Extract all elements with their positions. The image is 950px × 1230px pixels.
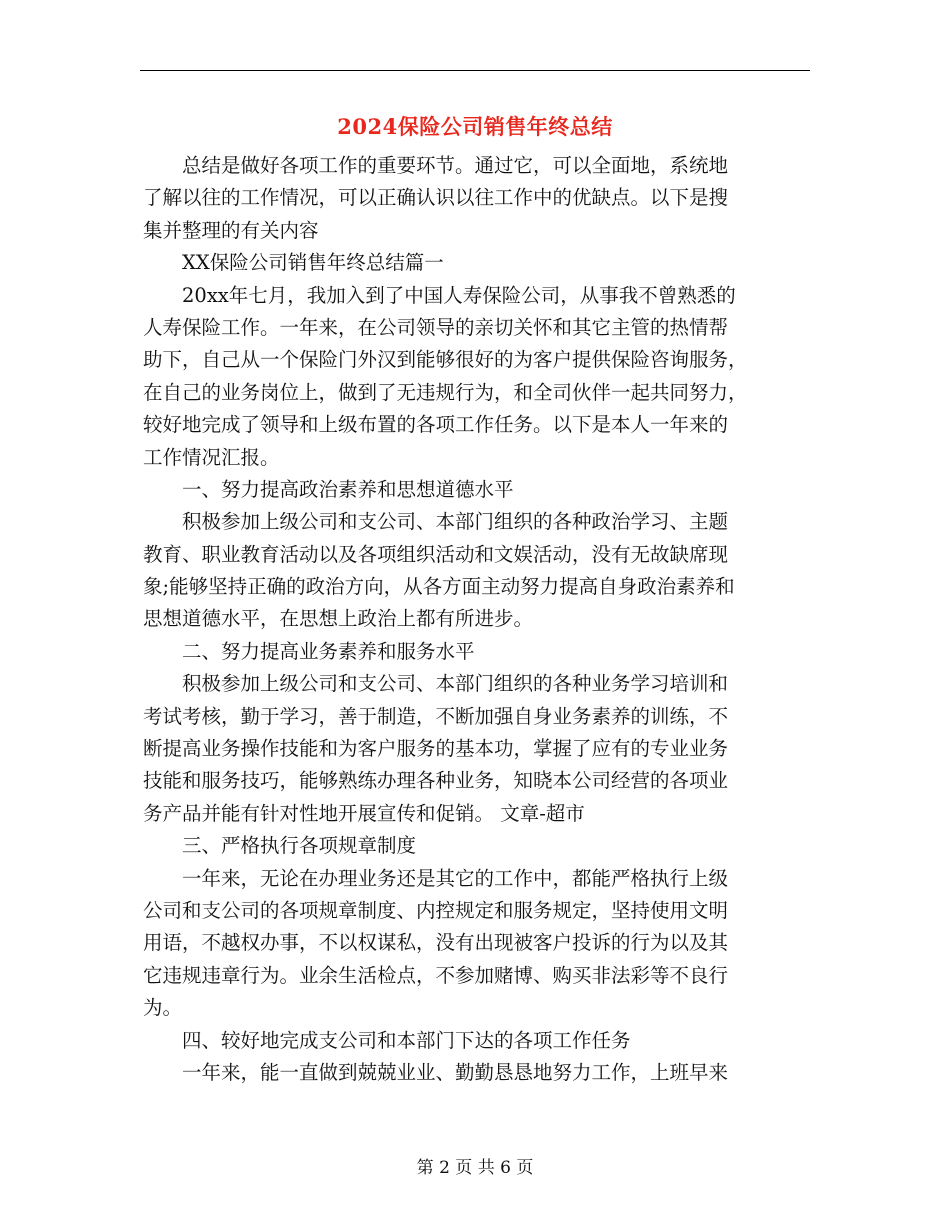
text-line: 为。 (143, 996, 183, 1020)
text-line: 思想道德水平，在思想上政治上都有所进步。 (143, 607, 534, 631)
document-body (143, 150, 803, 1089)
document-title: 2024保险公司销售年终总结 (337, 114, 613, 139)
text-line: 了解以往的工作情况，可以正确认识以往工作中的优缺点。以下是搜 (143, 186, 729, 210)
text-line: 较好地完成了领导和上级布置的各项工作任务。以下是本人一年来的 (143, 413, 729, 437)
text-line: 积极参加上级公司和支公司、本部门组织的各种业务学习培训和 (182, 672, 729, 696)
text-line: 考试考核，勤于学习，善于制造，不断加强自身业务素养的训练，不 (143, 704, 729, 728)
section-heading: 四、较好地完成支公司和本部门下达的各项工作任务 (182, 1028, 631, 1052)
text-line: 一年来，能一直做到兢兢业业、勤勤恳恳地努力工作，上班早来 (182, 1060, 729, 1084)
section-heading: 一、努力提高政治素养和思想道德水平 (182, 477, 514, 501)
section-heading: 二、努力提高业务素养和服务水平 (182, 639, 475, 663)
section-heading: 三、严格执行各项规章制度 (182, 834, 417, 858)
text-line: 积极参加上级公司和支公司、本部门组织的各种政治学习、主题 (182, 510, 729, 534)
text-line: 20xx年七月，我加入到了中国人寿保险公司，从事我不曾熟悉的 (182, 283, 736, 307)
section-heading: XX保险公司销售年终总结篇一 (182, 251, 444, 275)
text-line: 用语，不越权办事，不以权谋私，没有出现被客户投诉的行为以及其 (143, 931, 729, 955)
text-line: 助下，自己从一个保险门外汉到能够很好的为客户提供保险咨询服务， (143, 348, 748, 372)
text-line: 教育、职业教育活动以及各项组织活动和文娱活动，没有无故缺席现 (143, 542, 729, 566)
page-footer: 第 2 页 共 6 页 (416, 1158, 534, 1178)
text-line: 公司和支公司的各项规章制度、内控规定和服务规定，坚持使用文明 (143, 898, 729, 922)
text-line: 总结是做好各项工作的重要环节。通过它，可以全面地，系统地 (182, 154, 729, 177)
text-line: 工作情况汇报。 (143, 445, 280, 469)
text-line: 象;能够坚持正确的政治方向，从各方面主动努力提高自身政治素养和 (143, 575, 735, 599)
text-line: 断提高业务操作技能和为客户服务的基本功，掌握了应有的专业业务 (143, 737, 729, 761)
text-line: 一年来，无论在办理业务还是其它的工作中，都能严格执行上级 (182, 866, 729, 890)
text-line: 人寿保险工作。一年来，在公司领导的亲切关怀和其它主管的热情帮 (143, 315, 729, 339)
text-line: 技能和服务技巧，能够熟练办理各种业务，知晓本公司经营的各项业 (143, 769, 729, 793)
text-line: 务产品并能有针对性地开展宣传和促销。 文章-超市 (143, 801, 585, 825)
text-line: 它违规违章行为。业余生活检点，不参加赌博、购买非法彩等不良行 (143, 963, 729, 987)
header-rule (140, 70, 810, 71)
text-line: 集并整理的有关内容 (143, 218, 319, 242)
text-line: 在自己的业务岗位上，做到了无违规行为，和全司伙伴一起共同努力， (143, 380, 748, 404)
